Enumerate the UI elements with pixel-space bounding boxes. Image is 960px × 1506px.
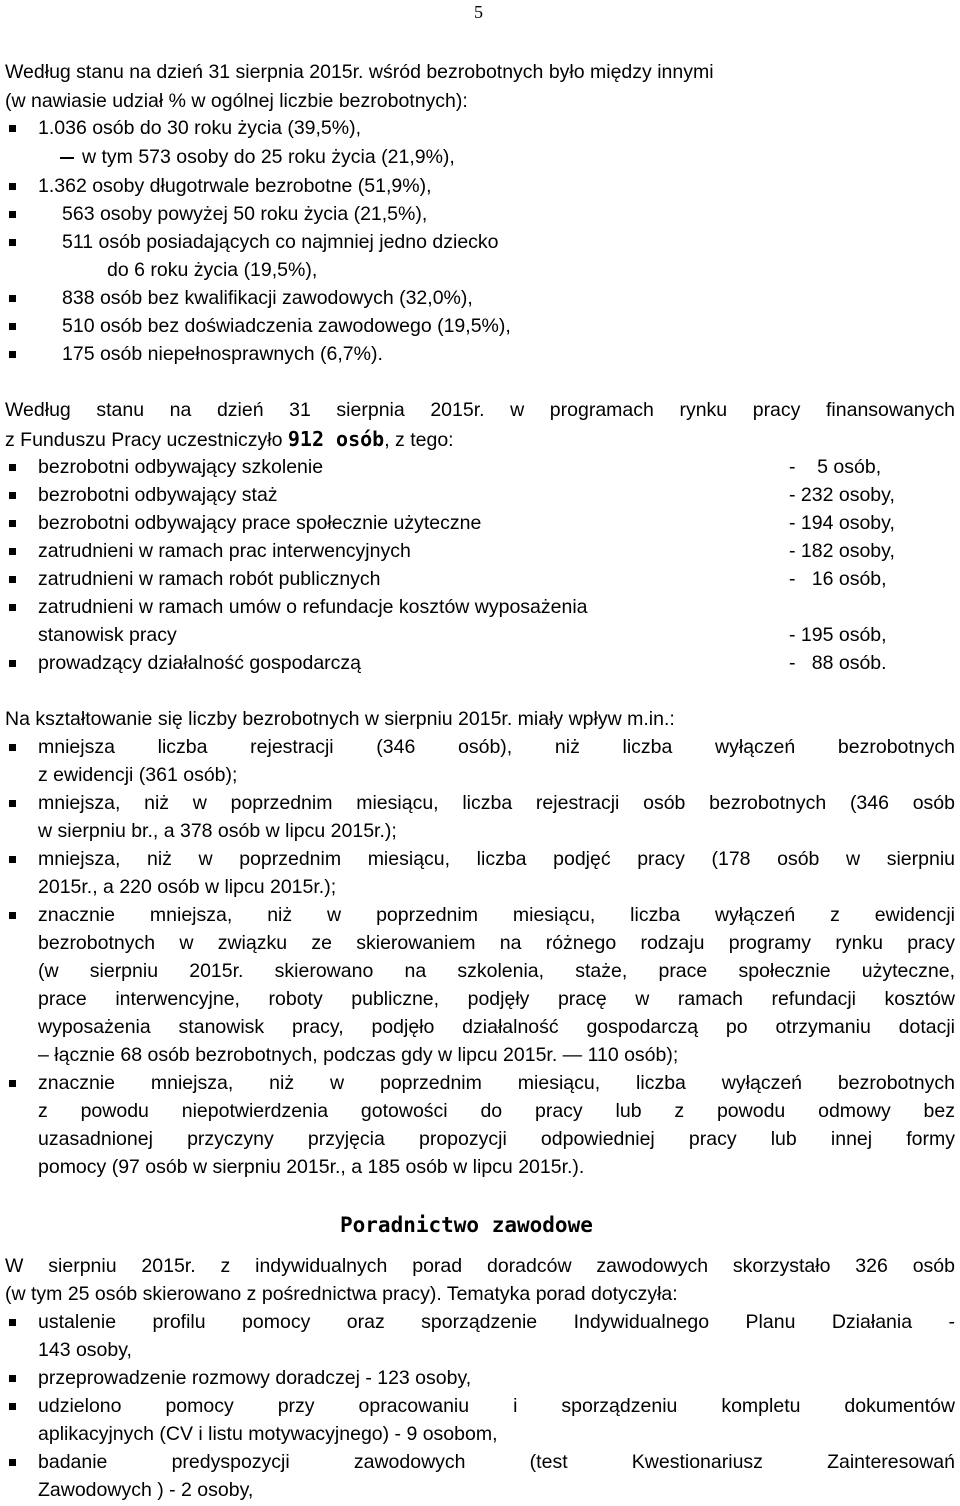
s4-intro-line1: W sierpniu 2015r. z indywidualnych porad doradców zawodowych skorzystało 326 osób (5, 1255, 955, 1277)
bullet-square-icon (9, 351, 16, 358)
s2-row-label-cont: stanowisk pracy (38, 624, 177, 646)
s3-bullet5: znacznie mniejsza, niż w poprzednim miesiącu, liczba wyłączeń bezrobotnych z powodu niepotwierdzenia gotowości do pracy lub z powodu odmowy bez uzasadnionej przyczyny przyjęcia propozycji odpowiedniej pracy lub innej formy pomocy (97 osób w sierpniu 2015r., a 185 osób w lipcu 2015r.). (38, 1072, 955, 1178)
s1-item5: 838 osób bez kwalifikacji zawodowych (32,0%), (62, 287, 473, 309)
s2-intro-line2: z Funduszu Pracy uczestniczyło 912 osób, z tego: (5, 427, 454, 451)
s3-bullet2: mniejsza, niż w poprzednim miesiącu, liczba rejestracji osób bezrobotnych (346 osób w sierpniu br., a 378 osób w lipcu 2015r.); (38, 792, 955, 842)
s2-row-value: - 182 osoby, (789, 540, 895, 562)
s2-row-label: bezrobotni odbywający prace społecznie użyteczne (38, 512, 482, 534)
s2-row-label: zatrudnieni w ramach umów o refundacje kosztów wyposażenia (38, 596, 588, 618)
bullet-square-icon (9, 492, 16, 499)
bullet-square-icon (9, 604, 16, 611)
bullet-square-icon (9, 1459, 16, 1466)
s1-item4-line1: 511 osób posiadających co najmniej jedno dziecko (62, 231, 499, 253)
bullet-square-icon (9, 1080, 16, 1087)
s4-bullet3: udzielono pomocy przy opracowaniu i sporządzeniu kompletu dokumentów aplikacyjnych (CV i listu motywacyjnego) - 9 osobom, (38, 1395, 955, 1445)
bullet-square-icon (9, 1403, 16, 1410)
bullet-square-icon (9, 295, 16, 302)
s2-row-value: - 5 osób, (789, 456, 882, 478)
s2-row-label: zatrudnieni w ramach prac interwencyjnych (38, 540, 411, 562)
s2-row-value: - 232 osoby, (789, 484, 895, 506)
s1-item2: 1.362 osoby długotrwale bezrobotne (51,9%), (38, 175, 432, 197)
section-heading: Poradnictwo zawodowe (340, 1213, 593, 1237)
s2-row-value: - 16 osób, (789, 568, 887, 590)
s1-intro-line2: (w nawiasie udział % w ogólnej liczbie bezrobotnych): (5, 90, 468, 112)
s1-item6: 510 osób bez doświadczenia zawodowego (19,5%), (62, 315, 511, 337)
bullet-square-icon (9, 1375, 16, 1382)
bullet-square-icon (9, 800, 16, 807)
s3-bullet4: znacznie mniejsza, niż w poprzednim miesiącu, liczba wyłączeń z ewidencji bezrobotnych w związku ze skierowaniem na różnego rodzaju programy rynku pracy (w sierpniu 2015r. skierowano na szkolenia, staże, prace społecznie użyteczne, prace interwencyjne, roboty publiczne, podjęły pracę w ramach refundacji kosztów wyposażenia stanowisk pracy, podjęło działalność gospodarczą po otrzymaniu dotacji – łącznie 68 osób bezrobotnych, podczas gdy w lipcu 2015r. — 110 osób); (38, 904, 955, 1066)
bullet-square-icon (9, 548, 16, 555)
s1-item7: 175 osób niepełnosprawnych (6,7%). (62, 343, 383, 365)
bullet-square-icon (9, 239, 16, 246)
s2-intro-line1: Według stanu na dzień 31 sierpnia 2015r. w programach rynku pracy finansowanych (5, 399, 955, 421)
bullet-square-icon (9, 183, 16, 190)
s2-row-label: zatrudnieni w ramach robót publicznych (38, 568, 381, 590)
s4-bullet4: badanie predyspozycji zawodowych (test Kwestionariusz Zainteresowań Zawodowych ) - 2 osoby, (38, 1451, 955, 1501)
s1-item1: 1.036 osób do 30 roku życia (39,5%), (38, 117, 362, 139)
bullet-square-icon (9, 744, 16, 751)
s2-row-value: - 194 osoby, (789, 512, 895, 534)
s3-bullet1: mniejsza liczba rejestracji (346 osób), niż liczba wyłączeń bezrobotnych z ewidencji (361 osób); (38, 736, 955, 786)
s4-bullet2: przeprowadzenie rozmowy doradczej - 123 osoby, (38, 1367, 472, 1389)
s1-item4-line2: do 6 roku życia (19,5%), (107, 259, 318, 281)
s3-intro: Na kształtowanie się liczby bezrobotnych w sierpniu 2015r. miały wpływ m.in.: (5, 708, 675, 730)
s1-item3: 563 osoby powyżej 50 roku życia (21,5%), (62, 203, 428, 225)
bullet-square-icon (9, 323, 16, 330)
s1-intro-line1: Według stanu na dzień 31 sierpnia 2015r. wśród bezrobotnych było między innymi (5, 61, 714, 83)
s3-bullet3: mniejsza, niż w poprzednim miesiącu, liczba podjęć pracy (178 osób w sierpniu 2015r., a 220 osób w lipcu 2015r.); (38, 848, 955, 898)
bullet-square-icon (9, 912, 16, 919)
s2-row-label: bezrobotni odbywający szkolenie (38, 456, 324, 478)
bullet-square-icon (9, 211, 16, 218)
bullet-square-icon (9, 660, 16, 667)
bullet-square-icon (9, 464, 16, 471)
dash-icon (60, 157, 74, 159)
s2-row-label: prowadzący działalność gospodarczą (38, 652, 362, 674)
s2-row-label: bezrobotni odbywający staż (38, 484, 278, 506)
bullet-square-icon (9, 125, 16, 132)
s2-row-value: - 88 osób. (789, 652, 887, 674)
bullet-square-icon (9, 576, 16, 583)
s2-row-value: - 195 osób, (789, 624, 887, 646)
page-number: 5 (474, 2, 483, 22)
bullet-square-icon (9, 520, 16, 527)
bullet-square-icon (9, 1319, 16, 1326)
participants-count: 912 osób (287, 427, 385, 451)
bullet-square-icon (9, 856, 16, 863)
s4-intro-line2: (w tym 25 osób skierowano z pośrednictwa pracy). Tematyka porad dotyczyła: (5, 1283, 678, 1305)
s4-bullet1: ustalenie profilu pomocy oraz sporządzenie Indywidualnego Planu Działania - 143 osoby, (38, 1311, 955, 1361)
s1-subitem1: w tym 573 osoby do 25 roku życia (21,9%), (82, 146, 455, 168)
